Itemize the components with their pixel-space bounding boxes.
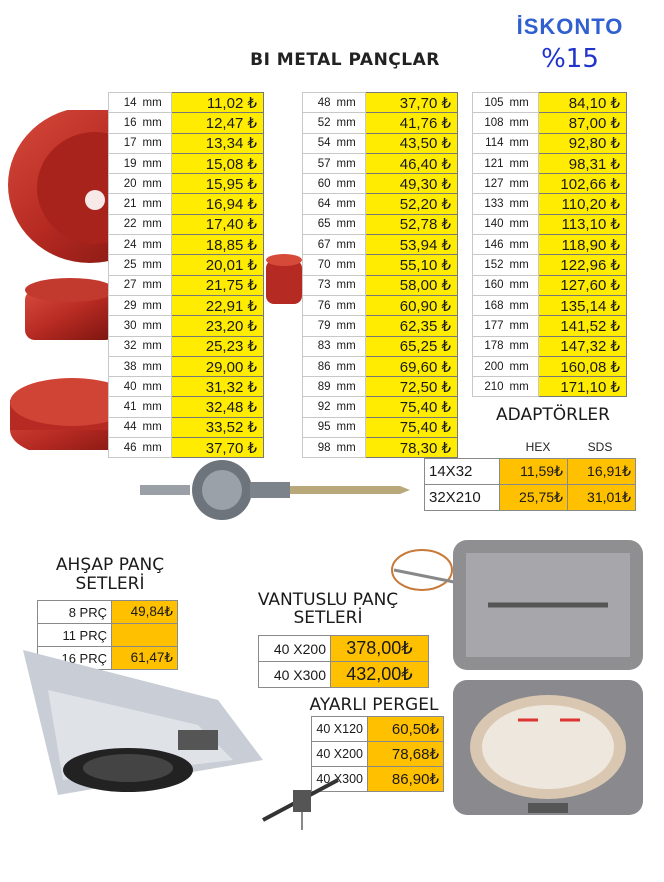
hole-saw-row bbox=[109, 93, 264, 113]
size-cell: 92 bbox=[303, 397, 333, 417]
size-cell: 168 bbox=[473, 295, 506, 315]
price-cell: 12,47 ₺ bbox=[172, 113, 264, 133]
hole-saw-row bbox=[109, 174, 264, 194]
hole-saw-row bbox=[303, 133, 458, 153]
unit-cell: mm bbox=[506, 356, 539, 376]
price-cell: 141,52 ₺ bbox=[539, 316, 627, 336]
wood-set-label: 11 PRÇ bbox=[38, 624, 112, 647]
size-cell: 70 bbox=[303, 255, 333, 275]
hole-saw-row bbox=[109, 275, 264, 295]
hole-saw-row bbox=[303, 316, 458, 336]
price-cell: 55,10 ₺ bbox=[366, 255, 458, 275]
hole-saw-row bbox=[473, 214, 627, 234]
size-cell: 152 bbox=[473, 255, 506, 275]
size-cell: 29 bbox=[109, 295, 139, 315]
unit-cell: mm bbox=[506, 336, 539, 356]
price-cell: 41,76 ₺ bbox=[366, 113, 458, 133]
hole-saw-row bbox=[303, 275, 458, 295]
unit-cell: mm bbox=[506, 235, 539, 255]
hole-saw-table-2 bbox=[302, 92, 458, 458]
hole-saw-row bbox=[109, 336, 264, 356]
wood-set-price: 49,84₺ bbox=[112, 601, 178, 624]
size-cell: 57 bbox=[303, 153, 333, 173]
hole-saw-row bbox=[473, 336, 627, 356]
price-cell: 13,34 ₺ bbox=[172, 133, 264, 153]
size-cell: 76 bbox=[303, 295, 333, 315]
price-cell: 65,25 ₺ bbox=[366, 336, 458, 356]
size-cell: 83 bbox=[303, 336, 333, 356]
unit-cell: mm bbox=[333, 336, 366, 356]
compass-label: 40 X200 bbox=[312, 742, 368, 767]
size-cell: 89 bbox=[303, 377, 333, 397]
adapter-hex-price: 25,75₺ bbox=[500, 485, 568, 511]
small-hole-saw-illustration bbox=[262, 250, 307, 310]
size-cell: 210 bbox=[473, 377, 506, 397]
hole-saw-row bbox=[303, 113, 458, 133]
hole-saw-row bbox=[473, 174, 627, 194]
size-cell: 98 bbox=[303, 438, 333, 458]
price-cell: 92,80 ₺ bbox=[539, 133, 627, 153]
unit-cell: mm bbox=[139, 275, 172, 295]
hole-saw-row bbox=[109, 377, 264, 397]
compass-price: 78,68₺ bbox=[368, 742, 444, 767]
price-cell: 29,00 ₺ bbox=[172, 356, 264, 376]
unit-cell: mm bbox=[139, 93, 172, 113]
size-cell: 121 bbox=[473, 153, 506, 173]
size-cell: 133 bbox=[473, 194, 506, 214]
wood-set-row bbox=[38, 601, 178, 624]
size-cell: 16 bbox=[109, 113, 139, 133]
size-cell: 79 bbox=[303, 316, 333, 336]
compass-row bbox=[312, 742, 444, 767]
discount-value: %15 bbox=[541, 44, 599, 74]
size-cell: 95 bbox=[303, 417, 333, 437]
unit-cell: mm bbox=[333, 214, 366, 234]
hole-saw-row bbox=[109, 316, 264, 336]
hole-saw-row bbox=[303, 214, 458, 234]
price-cell: 49,30 ₺ bbox=[366, 174, 458, 194]
wood-sets-title-line2: SETLERİ bbox=[75, 574, 145, 594]
price-cell: 113,10 ₺ bbox=[539, 214, 627, 234]
compass-price: 60,50₺ bbox=[368, 717, 444, 742]
unit-cell: mm bbox=[333, 113, 366, 133]
hole-saw-row bbox=[303, 397, 458, 417]
hole-saw-row bbox=[473, 235, 627, 255]
unit-cell: mm bbox=[333, 397, 366, 417]
size-cell: 67 bbox=[303, 235, 333, 255]
size-cell: 24 bbox=[109, 235, 139, 255]
unit-cell: mm bbox=[139, 417, 172, 437]
hole-saw-row bbox=[303, 153, 458, 173]
unit-cell: mm bbox=[333, 93, 366, 113]
size-cell: 54 bbox=[303, 133, 333, 153]
unit-cell: mm bbox=[333, 194, 366, 214]
hole-saw-row bbox=[109, 133, 264, 153]
wood-sets-title-line1: AHŞAP PANÇ bbox=[55, 555, 165, 575]
hole-saw-row bbox=[109, 295, 264, 315]
price-cell: 11,02 ₺ bbox=[172, 93, 264, 113]
price-cell: 37,70 ₺ bbox=[172, 438, 264, 458]
unit-cell: mm bbox=[506, 214, 539, 234]
unit-cell: mm bbox=[139, 377, 172, 397]
hole-saw-row bbox=[109, 397, 264, 417]
unit-cell: mm bbox=[506, 377, 539, 397]
hole-saw-table-1 bbox=[108, 92, 264, 458]
unit-cell: mm bbox=[139, 133, 172, 153]
wood-set-price: 61,47₺ bbox=[112, 647, 178, 670]
suction-sets-table bbox=[258, 635, 429, 688]
hole-saw-row bbox=[109, 255, 264, 275]
unit-cell: mm bbox=[333, 235, 366, 255]
suction-set-price: 432,00₺ bbox=[331, 662, 429, 688]
unit-cell: mm bbox=[139, 113, 172, 133]
compass-title: AYARLI PERGEL bbox=[309, 695, 439, 715]
adapters-title: ADAPTÖRLER bbox=[496, 405, 610, 425]
size-cell: 20 bbox=[109, 174, 139, 194]
price-cell: 69,60 ₺ bbox=[366, 356, 458, 376]
page-title: BI METAL PANÇLAR bbox=[250, 50, 440, 70]
unit-cell: mm bbox=[506, 194, 539, 214]
price-cell: 147,32 ₺ bbox=[539, 336, 627, 356]
size-cell: 22 bbox=[109, 214, 139, 234]
size-cell: 86 bbox=[303, 356, 333, 376]
hole-saw-row bbox=[109, 214, 264, 234]
unit-cell: mm bbox=[139, 336, 172, 356]
suction-set-label: 40 X200 bbox=[259, 636, 331, 662]
size-cell: 48 bbox=[303, 93, 333, 113]
unit-cell: mm bbox=[139, 295, 172, 315]
size-cell: 21 bbox=[109, 194, 139, 214]
price-cell: 20,01 ₺ bbox=[172, 255, 264, 275]
price-cell: 15,95 ₺ bbox=[172, 174, 264, 194]
size-cell: 14 bbox=[109, 93, 139, 113]
unit-cell: mm bbox=[506, 275, 539, 295]
hole-saw-row bbox=[109, 113, 264, 133]
price-cell: 37,70 ₺ bbox=[366, 93, 458, 113]
size-cell: 160 bbox=[473, 275, 506, 295]
size-cell: 38 bbox=[109, 356, 139, 376]
size-cell: 108 bbox=[473, 113, 506, 133]
unit-cell: mm bbox=[333, 377, 366, 397]
wood-set-label: 16 PRÇ bbox=[38, 647, 112, 670]
price-cell: 58,00 ₺ bbox=[366, 275, 458, 295]
hole-saw-row bbox=[473, 93, 627, 113]
size-cell: 140 bbox=[473, 214, 506, 234]
price-cell: 84,10 ₺ bbox=[539, 93, 627, 113]
adapters-col-hex: HEX bbox=[525, 440, 551, 454]
price-cell: 25,23 ₺ bbox=[172, 336, 264, 356]
hole-saw-row bbox=[473, 255, 627, 275]
size-cell: 60 bbox=[303, 174, 333, 194]
discount-label: İSKONTO bbox=[516, 14, 624, 39]
size-cell: 146 bbox=[473, 235, 506, 255]
price-cell: 110,20 ₺ bbox=[539, 194, 627, 214]
unit-cell: mm bbox=[333, 255, 366, 275]
wood-set-illustration bbox=[18, 630, 268, 800]
price-cell: 72,50 ₺ bbox=[366, 377, 458, 397]
hole-saw-table-3 bbox=[472, 92, 627, 397]
price-cell: 23,20 ₺ bbox=[172, 316, 264, 336]
unit-cell: mm bbox=[333, 133, 366, 153]
adapter-hex-price: 11,59₺ bbox=[500, 459, 568, 485]
size-cell: 27 bbox=[109, 275, 139, 295]
hole-saw-row bbox=[473, 194, 627, 214]
hole-saw-row bbox=[473, 153, 627, 173]
unit-cell: mm bbox=[333, 174, 366, 194]
price-cell: 32,48 ₺ bbox=[172, 397, 264, 417]
unit-cell: mm bbox=[506, 133, 539, 153]
size-cell: 44 bbox=[109, 417, 139, 437]
hole-saw-row bbox=[303, 235, 458, 255]
unit-cell: mm bbox=[139, 356, 172, 376]
unit-cell: mm bbox=[506, 113, 539, 133]
suction-set-label: 40 X300 bbox=[259, 662, 331, 688]
price-cell: 46,40 ₺ bbox=[366, 153, 458, 173]
compass-label: 40 X300 bbox=[312, 767, 368, 792]
hole-saw-row bbox=[303, 93, 458, 113]
unit-cell: mm bbox=[333, 153, 366, 173]
compass-label: 40 X120 bbox=[312, 717, 368, 742]
suction-sets-title-line1: VANTUSLU PANÇ bbox=[257, 590, 399, 610]
unit-cell: mm bbox=[333, 275, 366, 295]
size-cell: 52 bbox=[303, 113, 333, 133]
price-cell: 62,35 ₺ bbox=[366, 316, 458, 336]
adapters-col-sds: SDS bbox=[587, 440, 613, 454]
hole-saw-row bbox=[109, 194, 264, 214]
suction-sets-title-line2: SETLERİ bbox=[293, 608, 363, 628]
unit-cell: mm bbox=[139, 174, 172, 194]
unit-cell: mm bbox=[139, 255, 172, 275]
hole-saw-row bbox=[109, 235, 264, 255]
hole-saw-row bbox=[473, 113, 627, 133]
hole-saw-row bbox=[303, 417, 458, 437]
hole-saw-row bbox=[473, 356, 627, 376]
adapter-illustration bbox=[140, 452, 410, 532]
case-illustration bbox=[448, 535, 648, 825]
size-cell: 65 bbox=[303, 214, 333, 234]
hole-saw-row bbox=[303, 194, 458, 214]
adapter-row bbox=[425, 459, 636, 485]
size-cell: 177 bbox=[473, 316, 506, 336]
size-cell: 73 bbox=[303, 275, 333, 295]
adapter-sds-price: 16,91₺ bbox=[568, 459, 636, 485]
compass-price: 86,90₺ bbox=[368, 767, 444, 792]
size-cell: 64 bbox=[303, 194, 333, 214]
size-cell: 46 bbox=[109, 438, 139, 458]
price-cell: 22,91 ₺ bbox=[172, 295, 264, 315]
unit-cell: mm bbox=[506, 295, 539, 315]
hole-saw-row bbox=[473, 133, 627, 153]
size-cell: 17 bbox=[109, 133, 139, 153]
price-cell: 160,08 ₺ bbox=[539, 356, 627, 376]
price-cell: 127,60 ₺ bbox=[539, 275, 627, 295]
price-cell: 16,94 ₺ bbox=[172, 194, 264, 214]
size-cell: 25 bbox=[109, 255, 139, 275]
adapter-label: 14X32 bbox=[425, 459, 500, 485]
price-cell: 75,40 ₺ bbox=[366, 417, 458, 437]
hole-saw-row bbox=[109, 356, 264, 376]
unit-cell: mm bbox=[139, 214, 172, 234]
unit-cell: mm bbox=[506, 255, 539, 275]
wood-set-label: 8 PRÇ bbox=[38, 601, 112, 624]
unit-cell: mm bbox=[333, 438, 366, 458]
size-cell: 41 bbox=[109, 397, 139, 417]
unit-cell: mm bbox=[139, 194, 172, 214]
size-cell: 114 bbox=[473, 133, 506, 153]
suction-set-price: 378,00₺ bbox=[331, 636, 429, 662]
size-cell: 200 bbox=[473, 356, 506, 376]
price-cell: 171,10 ₺ bbox=[539, 377, 627, 397]
adapters-table bbox=[424, 458, 636, 511]
size-cell: 19 bbox=[109, 153, 139, 173]
size-cell: 32 bbox=[109, 336, 139, 356]
price-cell: 52,78 ₺ bbox=[366, 214, 458, 234]
unit-cell: mm bbox=[506, 174, 539, 194]
hole-saw-row bbox=[303, 174, 458, 194]
hole-saw-row bbox=[303, 377, 458, 397]
size-cell: 30 bbox=[109, 316, 139, 336]
price-cell: 75,40 ₺ bbox=[366, 397, 458, 417]
unit-cell: mm bbox=[333, 356, 366, 376]
hole-saw-row bbox=[109, 417, 264, 437]
adapter-row bbox=[425, 485, 636, 511]
price-cell: 21,75 ₺ bbox=[172, 275, 264, 295]
unit-cell: mm bbox=[139, 316, 172, 336]
hole-saw-row bbox=[303, 295, 458, 315]
hole-saw-row bbox=[303, 255, 458, 275]
size-cell: 127 bbox=[473, 174, 506, 194]
price-cell: 135,14 ₺ bbox=[539, 295, 627, 315]
price-cell: 118,90 ₺ bbox=[539, 235, 627, 255]
adapter-sds-price: 31,01₺ bbox=[568, 485, 636, 511]
unit-cell: mm bbox=[139, 153, 172, 173]
suction-set-row bbox=[259, 662, 429, 688]
compass-row bbox=[312, 717, 444, 742]
hole-saw-row bbox=[473, 316, 627, 336]
compass-cutter-illustration bbox=[258, 765, 348, 835]
unit-cell: mm bbox=[333, 417, 366, 437]
adapter-label: 32X210 bbox=[425, 485, 500, 511]
price-cell: 122,96 ₺ bbox=[539, 255, 627, 275]
hole-saw-row bbox=[303, 356, 458, 376]
hole-saw-row bbox=[473, 275, 627, 295]
unit-cell: mm bbox=[139, 438, 172, 458]
hole-saw-row bbox=[473, 377, 627, 397]
price-cell: 15,08 ₺ bbox=[172, 153, 264, 173]
unit-cell: mm bbox=[506, 153, 539, 173]
price-cell: 31,32 ₺ bbox=[172, 377, 264, 397]
hole-saw-row bbox=[109, 153, 264, 173]
unit-cell: mm bbox=[139, 397, 172, 417]
unit-cell: mm bbox=[506, 316, 539, 336]
price-cell: 53,94 ₺ bbox=[366, 235, 458, 255]
unit-cell: mm bbox=[506, 93, 539, 113]
suction-set-row bbox=[259, 636, 429, 662]
unit-cell: mm bbox=[139, 235, 172, 255]
price-cell: 43,50 ₺ bbox=[366, 133, 458, 153]
price-cell: 98,31 ₺ bbox=[539, 153, 627, 173]
size-cell: 178 bbox=[473, 336, 506, 356]
price-cell: 102,66 ₺ bbox=[539, 174, 627, 194]
unit-cell: mm bbox=[333, 316, 366, 336]
price-cell: 17,40 ₺ bbox=[172, 214, 264, 234]
hole-saw-row bbox=[303, 336, 458, 356]
price-cell: 60,90 ₺ bbox=[366, 295, 458, 315]
hole-saw-row bbox=[473, 295, 627, 315]
size-cell: 40 bbox=[109, 377, 139, 397]
price-cell: 78,30 ₺ bbox=[366, 438, 458, 458]
price-cell: 33,52 ₺ bbox=[172, 417, 264, 437]
size-cell: 105 bbox=[473, 93, 506, 113]
price-cell: 52,20 ₺ bbox=[366, 194, 458, 214]
price-cell: 18,85 ₺ bbox=[172, 235, 264, 255]
price-cell: 87,00 ₺ bbox=[539, 113, 627, 133]
unit-cell: mm bbox=[333, 295, 366, 315]
